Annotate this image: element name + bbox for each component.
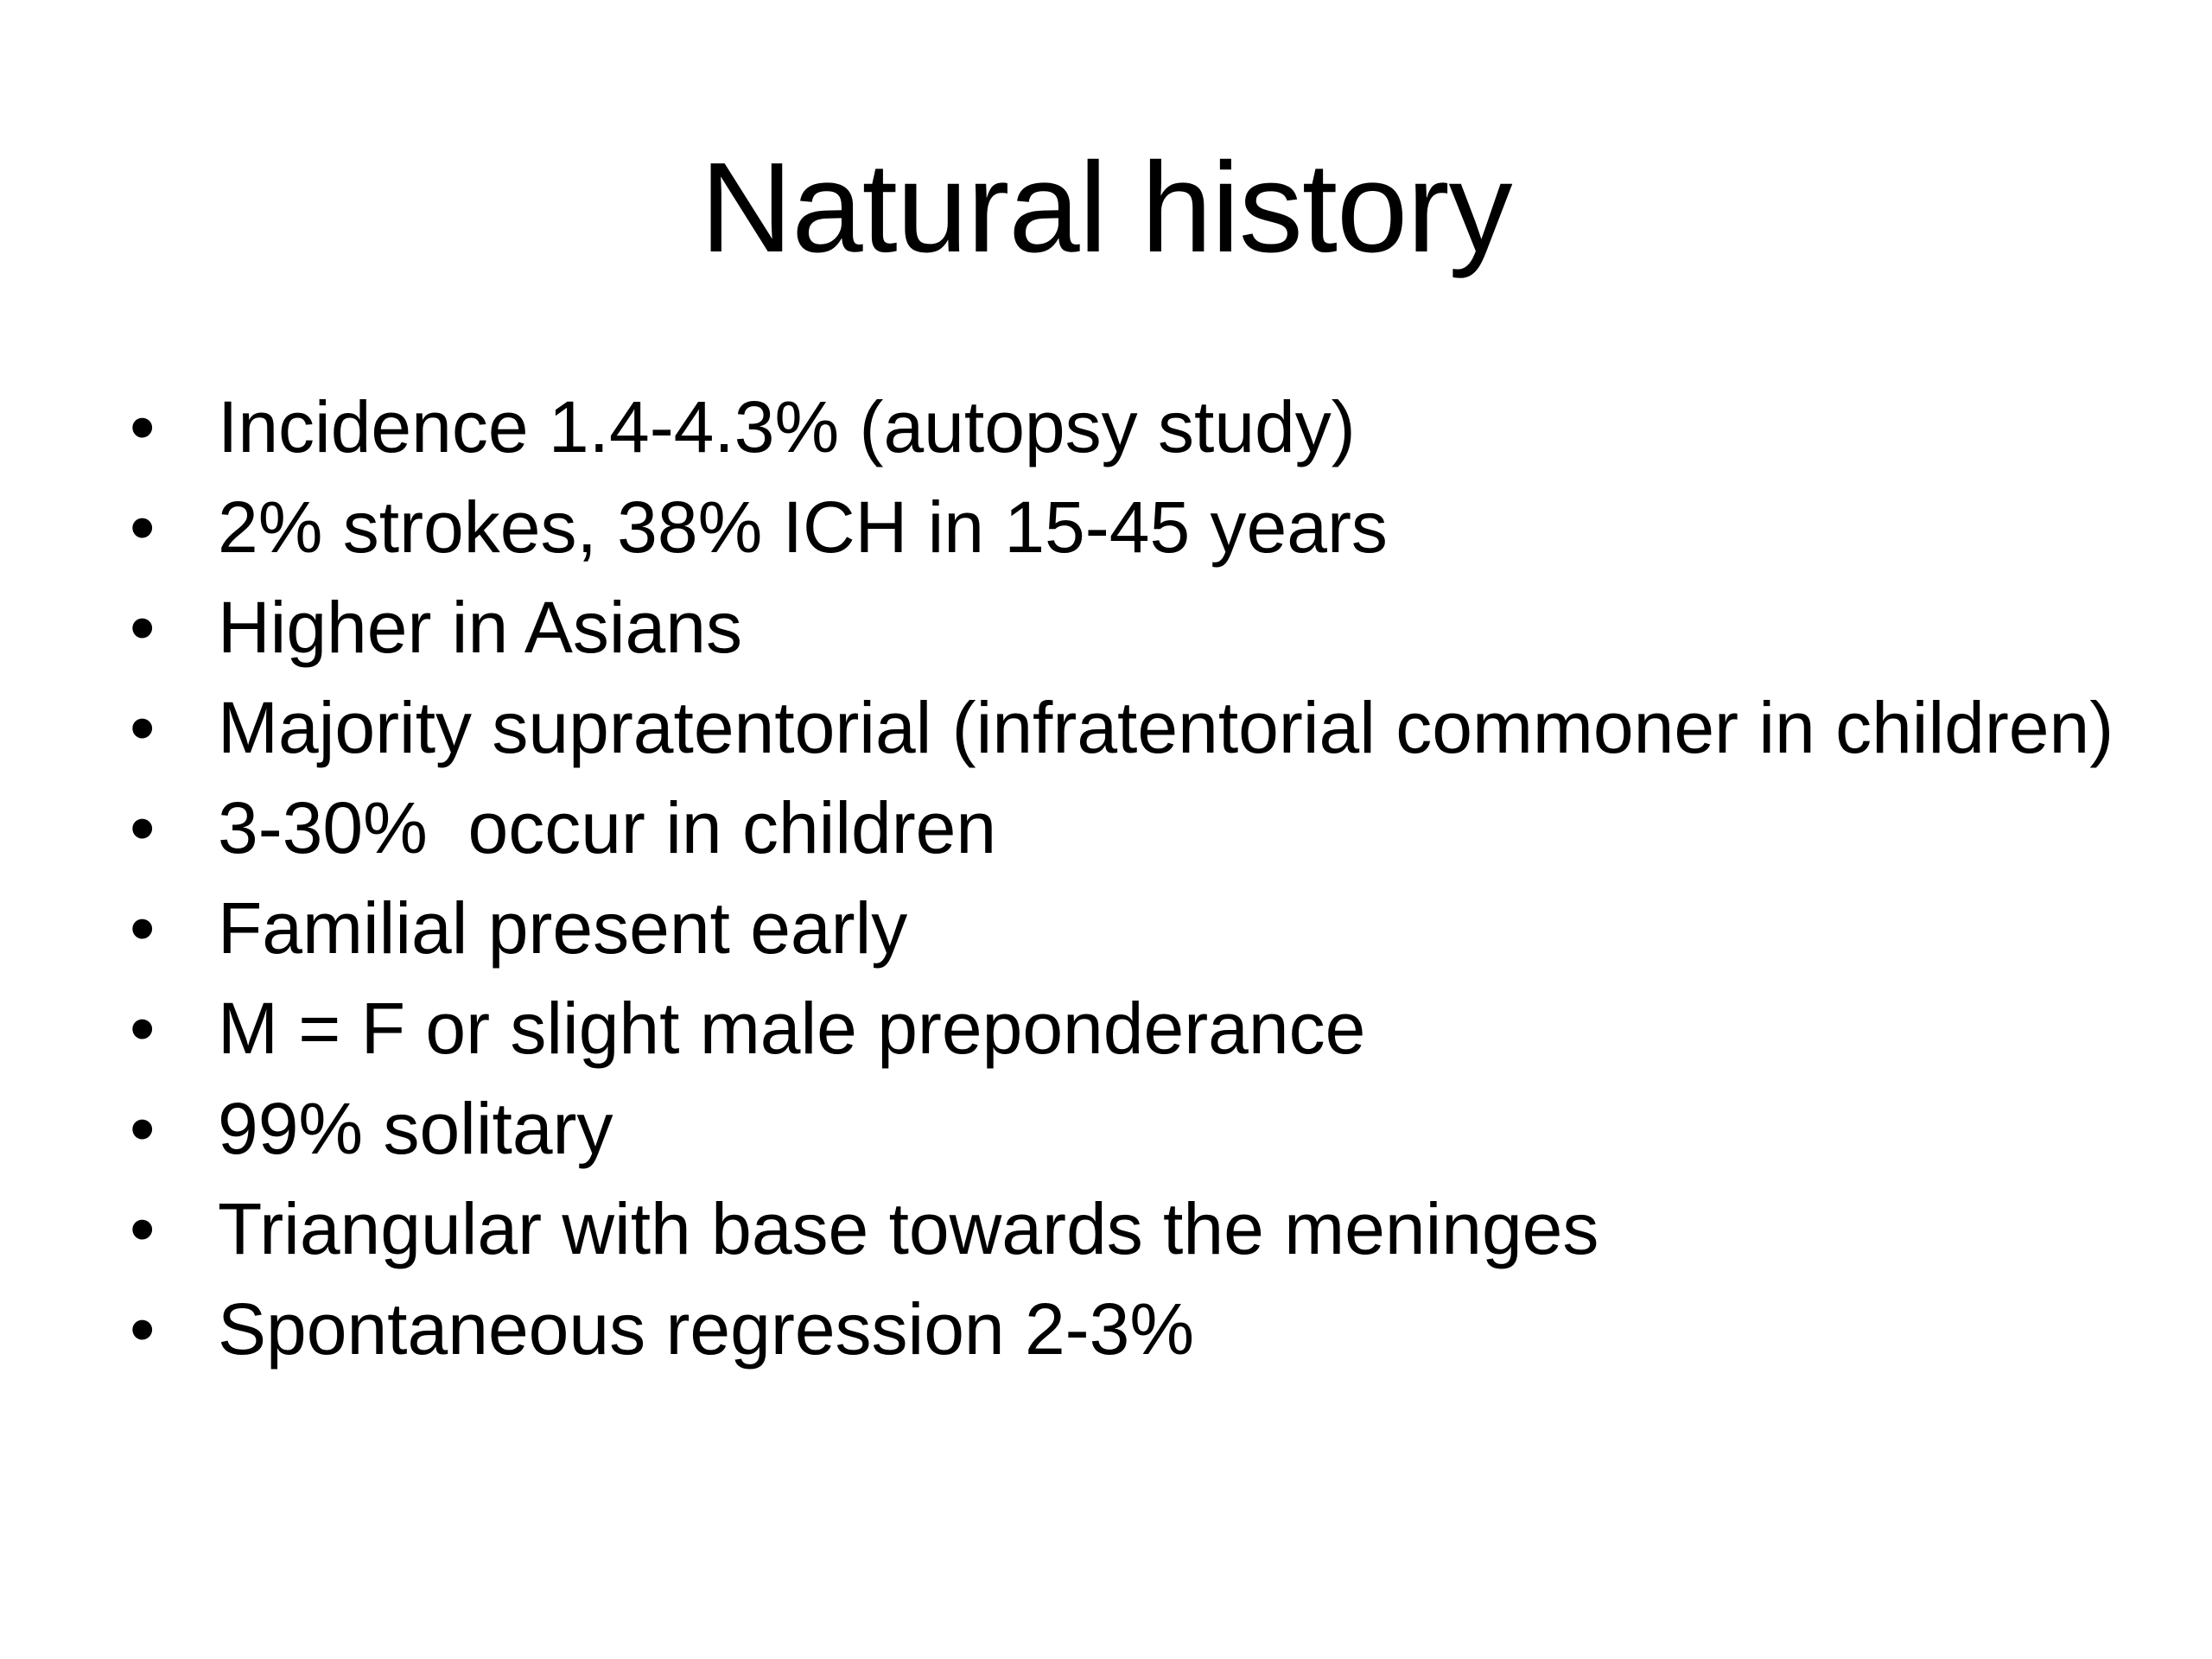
list-item: [130, 588, 2117, 667]
list-item: [130, 1089, 2117, 1168]
bullet-text: 99% solitary: [218, 1088, 613, 1169]
list-item: [130, 988, 2117, 1068]
bullet-text: 3-30% occur in children: [218, 787, 997, 868]
bullet-dot-icon: •: [130, 1288, 156, 1370]
bullet-dot-icon: •: [130, 1088, 156, 1169]
bullet-list: [130, 387, 2117, 1389]
bullet-text: Incidence 1.4-4.3% (autopsy study): [218, 386, 1356, 467]
bullet-text: Higher in Asians: [218, 587, 742, 668]
list-item: [130, 688, 2117, 767]
list-item: [130, 1189, 2117, 1268]
slide-title: Natural history: [700, 137, 1512, 279]
bullet-text: M = F or slight male preponderance: [218, 988, 1366, 1069]
bullet-dot-icon: •: [130, 587, 156, 668]
bullet-text: Majority supratentorial (infratentorial commoner in children): [218, 687, 2114, 768]
list-item: [130, 1289, 2117, 1369]
bullet-dot-icon: •: [130, 687, 156, 768]
bullet-dot-icon: •: [130, 988, 156, 1069]
bullet-dot-icon: •: [130, 887, 156, 969]
list-item: [130, 387, 2117, 467]
list-item: [130, 788, 2117, 868]
bullet-text: Familial present early: [218, 887, 908, 969]
bullet-text: Triangular with base towards the meninges: [218, 1188, 1599, 1269]
bullet-text: Spontaneous regression 2-3%: [218, 1288, 1195, 1370]
bullet-dot-icon: •: [130, 386, 156, 467]
bullet-dot-icon: •: [130, 787, 156, 868]
bullet-dot-icon: •: [130, 1188, 156, 1269]
bullet-dot-icon: •: [130, 486, 156, 568]
list-item: [130, 888, 2117, 968]
bullet-text: 2% strokes, 38% ICH in 15-45 years: [218, 486, 1388, 568]
list-item: [130, 487, 2117, 567]
